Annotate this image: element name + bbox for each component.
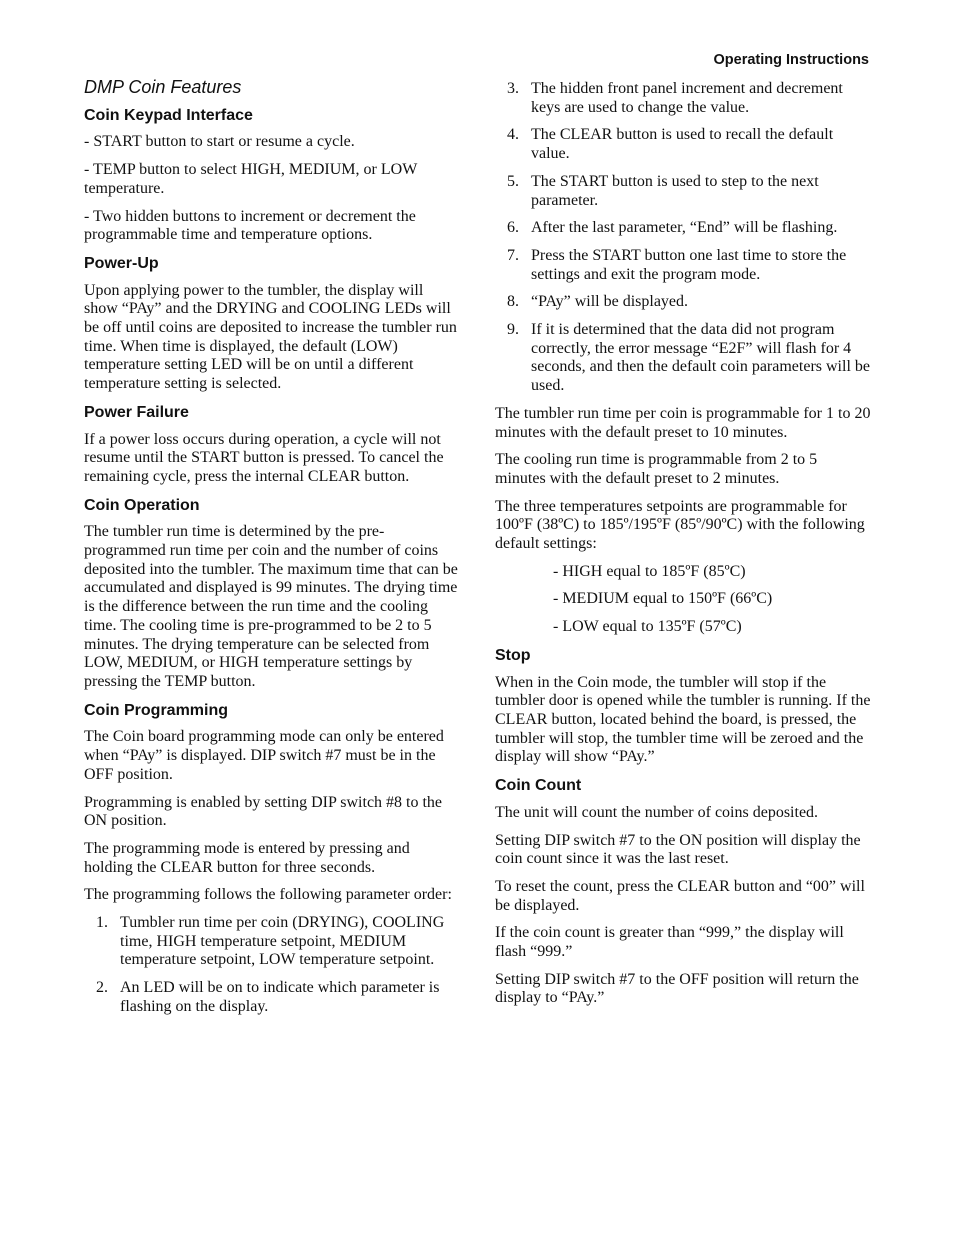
step-text: The START button is used to step to the next parameter. [531,172,819,209]
page-header: Operating Instructions [713,52,869,68]
coin-count-paragraph: To reset the count, press the CLEAR button and “00” will be displayed. [495,877,865,914]
list-item [84,979,458,1016]
list-item [495,126,871,163]
default-setting-low: - LOW equal to 135ºF (57ºC) [553,618,742,636]
coin-programming-paragraph: The programming follows the following parameter order: [84,886,452,904]
step-text: Tumbler run time per coin (DRYING), COOLING time, HIGH temperature setpoint, MEDIUM temperature setpoint, LOW temperature setpoint. [120,914,445,969]
list-item [495,321,871,396]
heading-coin-count: Coin Count [495,777,582,795]
heading-power-failure: Power Failure [84,403,189,421]
step-number: 7. [507,246,519,264]
step-text: After the last parameter, “End” will be flashing. [531,219,838,237]
power-failure-text: If a power loss occurs during operation, a cycle will not resume until the START button is pressed. To cancel the remaining cycle, press the internal CLEAR button. [84,430,444,485]
list-item [495,173,871,210]
heading-stop: Stop [495,646,531,664]
right-column [495,80,871,1017]
coin-programming-note: The cooling run time is programmable from 2 to 5 minutes with the default preset to 2 minutes. [495,451,818,487]
step-text: If it is determined that the data did not program correctly, the error message “E2F” will flash for 4 seconds, and then the default coin parameters will be used. [531,321,870,395]
step-number: 5. [507,172,519,190]
step-number: 3. [507,80,519,97]
step-number: 1. [96,914,108,932]
step-text: An LED will be on to indicate which parameter is flashing on the display. [120,979,440,1015]
list-item [495,293,871,312]
heading-coin-programming: Coin Programming [84,701,229,719]
default-setting-medium: - MEDIUM equal to 150ºF (66ºC) [553,590,773,608]
step-number: 2. [96,979,108,997]
heading-power-up: Power-Up [84,254,159,272]
stop-text: When in the Coin mode, the tumbler will stop if the tumbler door is opened while the tumbler is running. If the CLEAR button, located behind the board, is pressed, the tumbler will stop, the tumbler time will be zeroed and the display will show “PAy.” [495,673,871,766]
coin-programming-paragraph: The Coin board programming mode can only be entered when “PAy” is displayed. DIP switch #7 must be in the OFF position. [84,728,444,783]
list-item [495,219,871,238]
step-number: 6. [507,219,519,237]
section-title: DMP Coin Features [84,77,242,97]
list-item [495,80,871,117]
step-number: 8. [507,293,519,311]
step-text: “PAy” will be displayed. [531,293,689,311]
coin-programming-paragraph: The programming mode is entered by pressing and holding the CLEAR button for three seconds. [84,839,410,876]
coin-count-paragraph: Setting DIP switch #7 to the OFF position will return the display to “PAy.” [495,970,859,1007]
programming-steps-list [84,914,458,1017]
power-up-text: Upon applying power to the tumbler, the display will show “PAy” and the DRYING and COOLING LEDs will be off until coins are deposited to increase the tumbler run time. When time is displayed, the default (LOW) temperature setting LED will be on until a different temperature setting is selected. [84,281,457,393]
left-column [84,78,458,1026]
coin-operation-text: The tumbler run time is determined by the pre-programmed run time per coin and the number of coins deposited into the tumbler. The maximum time that can be accumulated and displayed is 99 minutes. The drying time is the difference between the run time and the cooling time. The cooling time is pre-programmed to be 2 to 5 minutes. The drying temperature can be selected from LOW, MEDIUM, or HIGH temperature settings by pressing the TEMP button. [84,523,458,690]
keypad-item: - START button to start or resume a cycle. [84,133,355,151]
coin-count-paragraph: The unit will count the number of coins deposited. [495,803,819,821]
step-text: The hidden front panel increment and decrement keys are used to change the value. [531,80,843,116]
default-setting-high: - HIGH equal to 185ºF (85ºC) [553,562,746,580]
step-number: 9. [507,321,519,339]
step-text: Press the START button one last time to store the settings and exit the program mode. [531,246,847,283]
list-item [84,914,458,970]
coin-programming-note: The tumbler run time per coin is programmable for 1 to 20 minutes with the default preset to 10 minutes. [495,404,871,441]
step-number: 4. [507,126,519,144]
coin-programming-note: The three temperatures setpoints are programmable for 100ºF (38ºC) to 185º/195ºF (85º/90ºC) with the following default settings: [495,497,865,553]
coin-programming-paragraph: Programming is enabled by setting DIP switch #8 to the ON position. [84,793,443,830]
coin-count-paragraph: Setting DIP switch #7 to the ON position will display the coin count since it was the last reset. [495,831,861,868]
keypad-item: - TEMP button to select HIGH, MEDIUM, or LOW temperature. [84,161,417,197]
heading-coin-keypad-interface: Coin Keypad Interface [84,106,253,124]
keypad-item: - Two hidden buttons to increment or decrement the programmable time and temperature options. [84,207,416,244]
coin-count-paragraph: If the coin count is greater than “999,” the display will flash “999.” [495,924,844,961]
heading-coin-operation: Coin Operation [84,496,200,514]
step-text: The CLEAR button is used to recall the default value. [531,126,834,163]
list-item [495,247,871,284]
programming-steps-list-continued [495,80,871,396]
